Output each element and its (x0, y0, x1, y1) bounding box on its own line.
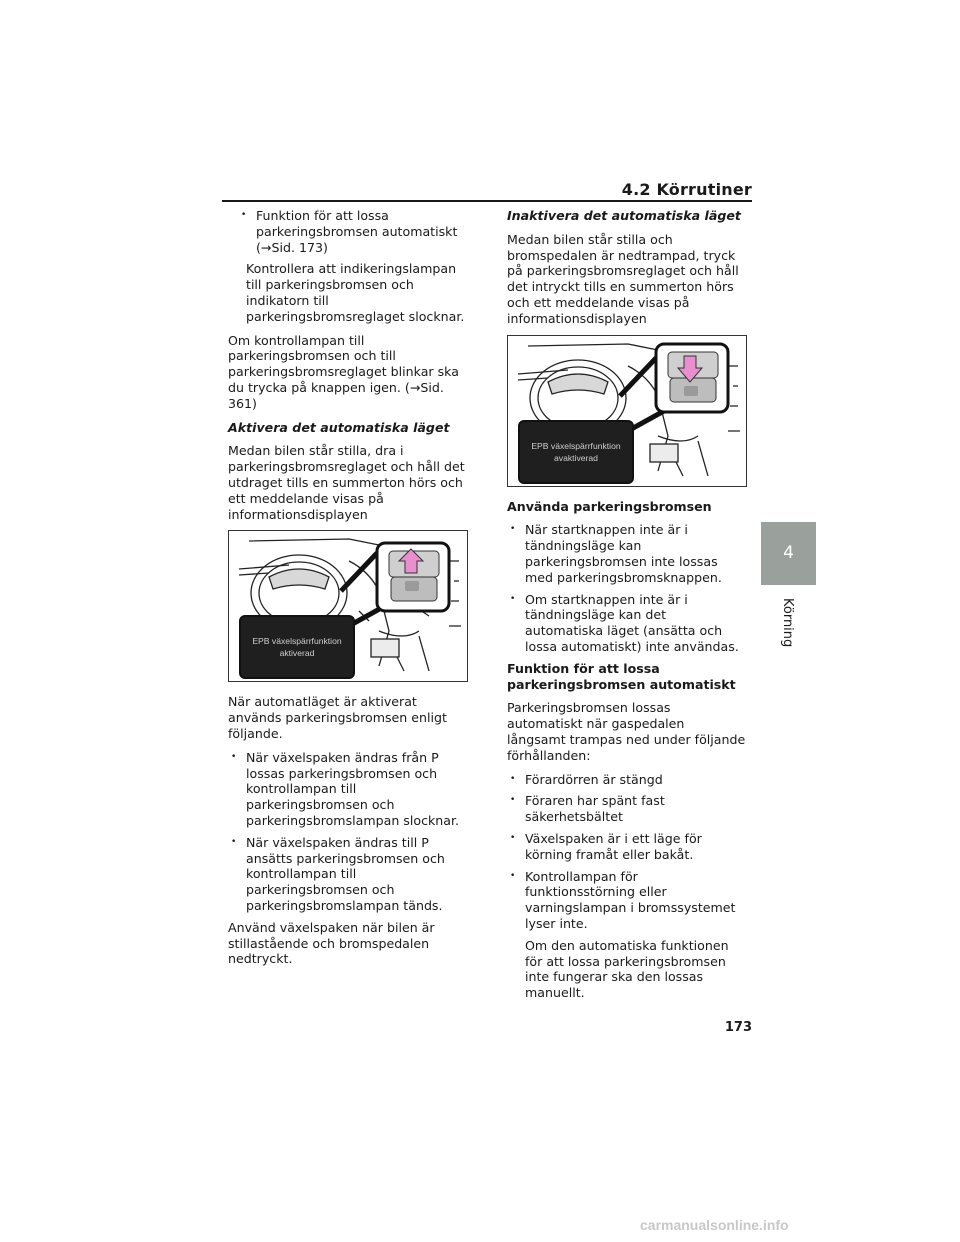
left-column (228, 208, 468, 975)
bullet-warning-lamp: • Kontrollampan för funktionsstörning eller varningslampan i bromssystemet lyser inte. (507, 869, 747, 932)
figure-epb-deactivated (507, 335, 747, 487)
auto-mode-text: När automatläget är aktiverat används parkeringsbromsen enligt följande. (228, 694, 447, 741)
header-rule (222, 200, 752, 202)
check-lamp-text: Kontrollera att indikeringslampan till parkeringsbromsen och indikatorn till parkeringsbromsreglaget slocknar. (246, 261, 465, 324)
info-display-deactivated (518, 420, 634, 484)
manual-release-text: Om den automatiska funktionen för att lossa parkeringsbromsen inte fungerar ska den lossas manuellt. (525, 937, 729, 1001)
use-shift-text: Använd växelspaken när bilen är stillastående och bromspedalen nedtryckt. (228, 919, 435, 967)
chapter-label: Körning (780, 598, 795, 648)
heading-auto-release: Funktion för att lossa parkeringsbromsen automatiskt (507, 660, 736, 692)
heading-deactivate-auto: Inaktivera det automatiska läget (507, 208, 741, 223)
chapter-tab: 4 (761, 522, 816, 585)
watermark: carmanualsonline.info (640, 1217, 789, 1233)
activate-instructions: Medan bilen står stilla, dra i parkeringsbromsreglaget och håll det utdraget tills en summerton hörs och ett meddelande visas på informationsdisplayen (228, 443, 465, 522)
right-column (507, 208, 747, 1009)
blink-text: Om kontrollampan till parkeringsbromsen och till parkeringsbromsreglaget blinkar ska du trycka på knappen igen. (→Sid. 361) (228, 332, 459, 411)
display-line-1: EPB växelspärrfunktion (252, 636, 342, 647)
auto-release-text: Parkeringsbromsen lossas automatiskt när gaspedalen långsamt trampas ned under följande förhållanden: (507, 700, 746, 763)
display-line-2: avaktiverad (554, 452, 598, 463)
page-number: 173 (724, 1020, 752, 1035)
bullet-seatbelt: • Föraren har spänt fast säkerhetsbältet (507, 793, 747, 825)
heading-use-brake: Använda parkeringsbromsen (507, 498, 712, 514)
bullet-shift-to-p: • När växelspaken ändras till P ansätts parkeringsbromsen och kontrollampan till parkeringsbromsen och parkeringsbromslampan tänds. (228, 835, 468, 914)
bullet-start-button-1: • När startknappen inte är i tändningsläge kan parkeringsbromsen inte lossas med parkeringsbromsknappen. (507, 522, 747, 585)
bullet-start-button-2: • Om startknappen inte är i tändningsläge kan det automatiska läget (ansätta och lossa automatiskt) inte användas. (507, 592, 747, 655)
section-header: 4.2 Körrutiner (621, 180, 752, 199)
display-line-1: EPB växelspärrfunktion (531, 440, 621, 451)
info-display-activated (239, 615, 355, 679)
figure-epb-activated (228, 530, 468, 682)
heading-activate-auto: Aktivera det automatiska läget (228, 419, 450, 435)
bullet-gear-position: • Växelspaken är i ett läge för körning framåt eller bakåt. (507, 831, 747, 863)
bullet-door-closed: • Förardörren är stängd (507, 772, 747, 788)
deactivate-instructions: Medan bilen står stilla och bromspedalen är nedtrampad, tryck på parkeringsbromsreglaget och håll det intryckt tills en summerton hörs och ett meddelande visas på informationsdisplayen (507, 231, 739, 326)
bullet-shift-from-p: • När växelspaken ändras från P lossas parkeringsbromsen och kontrollampan till parkeringsbromsen och parkeringsbromslampan slocknar. (228, 750, 468, 829)
display-line-2: aktiverad (279, 648, 315, 659)
bullet-release-auto: • Funktion för att lossa parkeringsbromsen automatiskt (→Sid. 173) (228, 208, 468, 255)
